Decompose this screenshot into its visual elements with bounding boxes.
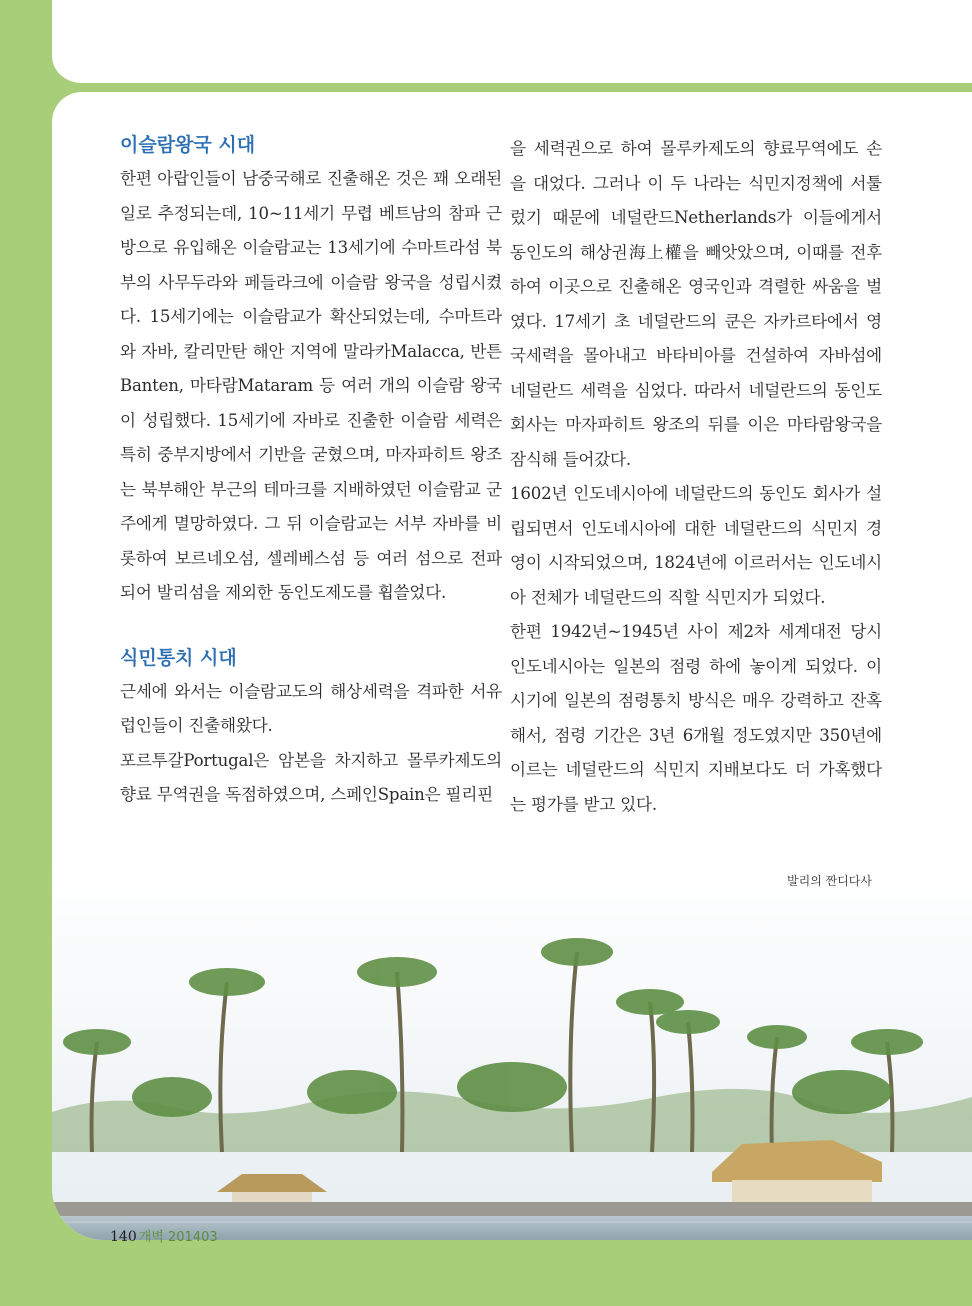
page-footer: [110, 1226, 218, 1245]
paragraph-islamic-kingdoms: 한편 아랍인들이 남중국해로 진출해온 것은 꽤 오래된 일로 추정되는데, 10~11세기 무렵 베트남의 참파 근방으로 유입해온 이슬람교는 13세기에 수마트라섬 북부의 사무두라와 페들라크에 이슬람 왕국을 성립시켰다. 15세기에는 이슬람교가 확산되었는데, 수마트라와 자바, 칼리만탄 해안 지역에 말라카Malacca, 반튼Banten, 마타람Mataram 등 여러 개의 이슬람 왕국이 성립했다. 15세기에 자바로 진출한 이슬람 세력은 특히 중부지방에서 기반을 굳혔으며, 마자파히트 왕조는 북부해안 부근의 테마크를 지배하였던 이슬람교 군주에게 멸망하였다. 그 뒤 이슬람교는 서부 자바를 비롯하여 보르네오섬, 셀레베스섬 등 여러 섬으로 전파되어 발리섬을 제외한 동인도제도를 휩쓸었다.: [120, 169, 502, 602]
magazine-issue: 개벽 201403: [138, 1230, 218, 1245]
photo-illustration: [52, 862, 972, 1240]
top-header-band: [52, 0, 972, 86]
paragraph-japanese-occupation: 한편 1942년~1945년 사이 제2차 세계대전 당시 인도네시아는 일본의 점령 하에 놓이게 되었다. 이 시기에 일본의 점령통치 방식은 매우 강력하고 잔혹해서, 점령 기간은 3년 6개월 정도였지만 350년에 이르는 네덜란드의 식민지 지배보다도 더 가혹했다는 평가를 받고 있다.: [510, 622, 882, 814]
candidasa-bali-photo: [52, 862, 972, 1240]
left-column: [120, 128, 502, 813]
section-heading-colonial-rule: 식민통치 시대: [120, 646, 237, 669]
right-column: [510, 132, 882, 822]
page-number: 140: [110, 1229, 137, 1245]
content-sheet: [52, 92, 972, 1240]
photo-caption: 발리의 짠디다사: [787, 874, 872, 888]
paragraph-portugal-spain: 포르투갈Portugal은 암본을 차지하고 몰루카제도의 향료 무역권을 독점하였으며, 스페인Spain은 필리핀: [120, 750, 502, 804]
paragraph-dutch-control: 을 세력권으로 하여 몰루카제도의 향료무역에도 손을 대었다. 그러나 이 두 나라는 식민지정책에 서툴렀기 때문에 네덜란드Netherlands가 이들에게서 동인도의 해상권海上權을 빼앗았으며, 이때를 전후하여 이곳으로 진출해온 영국인과 격렬한 싸움을 벌였다. 17세기 초 네덜란드의 쿤은 자카르타에서 영국세력을 몰아내고 바타비아를 건설하여 자바섬에 네덜란드 세력을 심었다. 따라서 네덜란드의 동인도회사는 마자파히트 왕조의 뒤를 이은 마타람왕국을 잠식해 들어갔다.: [510, 139, 882, 469]
paragraph-dutch-east-india: 1602년 인도네시아에 네덜란드의 동인도 회사가 설립되면서 인도네시아에 대한 네덜란드의 식민지 경영이 시작되었으며, 1824년에 이르러서는 인도네시아 전체가 네덜란드의 직할 식민지가 되었다.: [510, 484, 882, 607]
paragraph-colonial-intro: 근세에 와서는 이슬람교도의 해상세력을 격파한 서유럽인들이 진출해왔다.: [120, 681, 502, 735]
section-heading-islamic-kingdoms: 이슬람왕국 시대: [120, 134, 256, 156]
